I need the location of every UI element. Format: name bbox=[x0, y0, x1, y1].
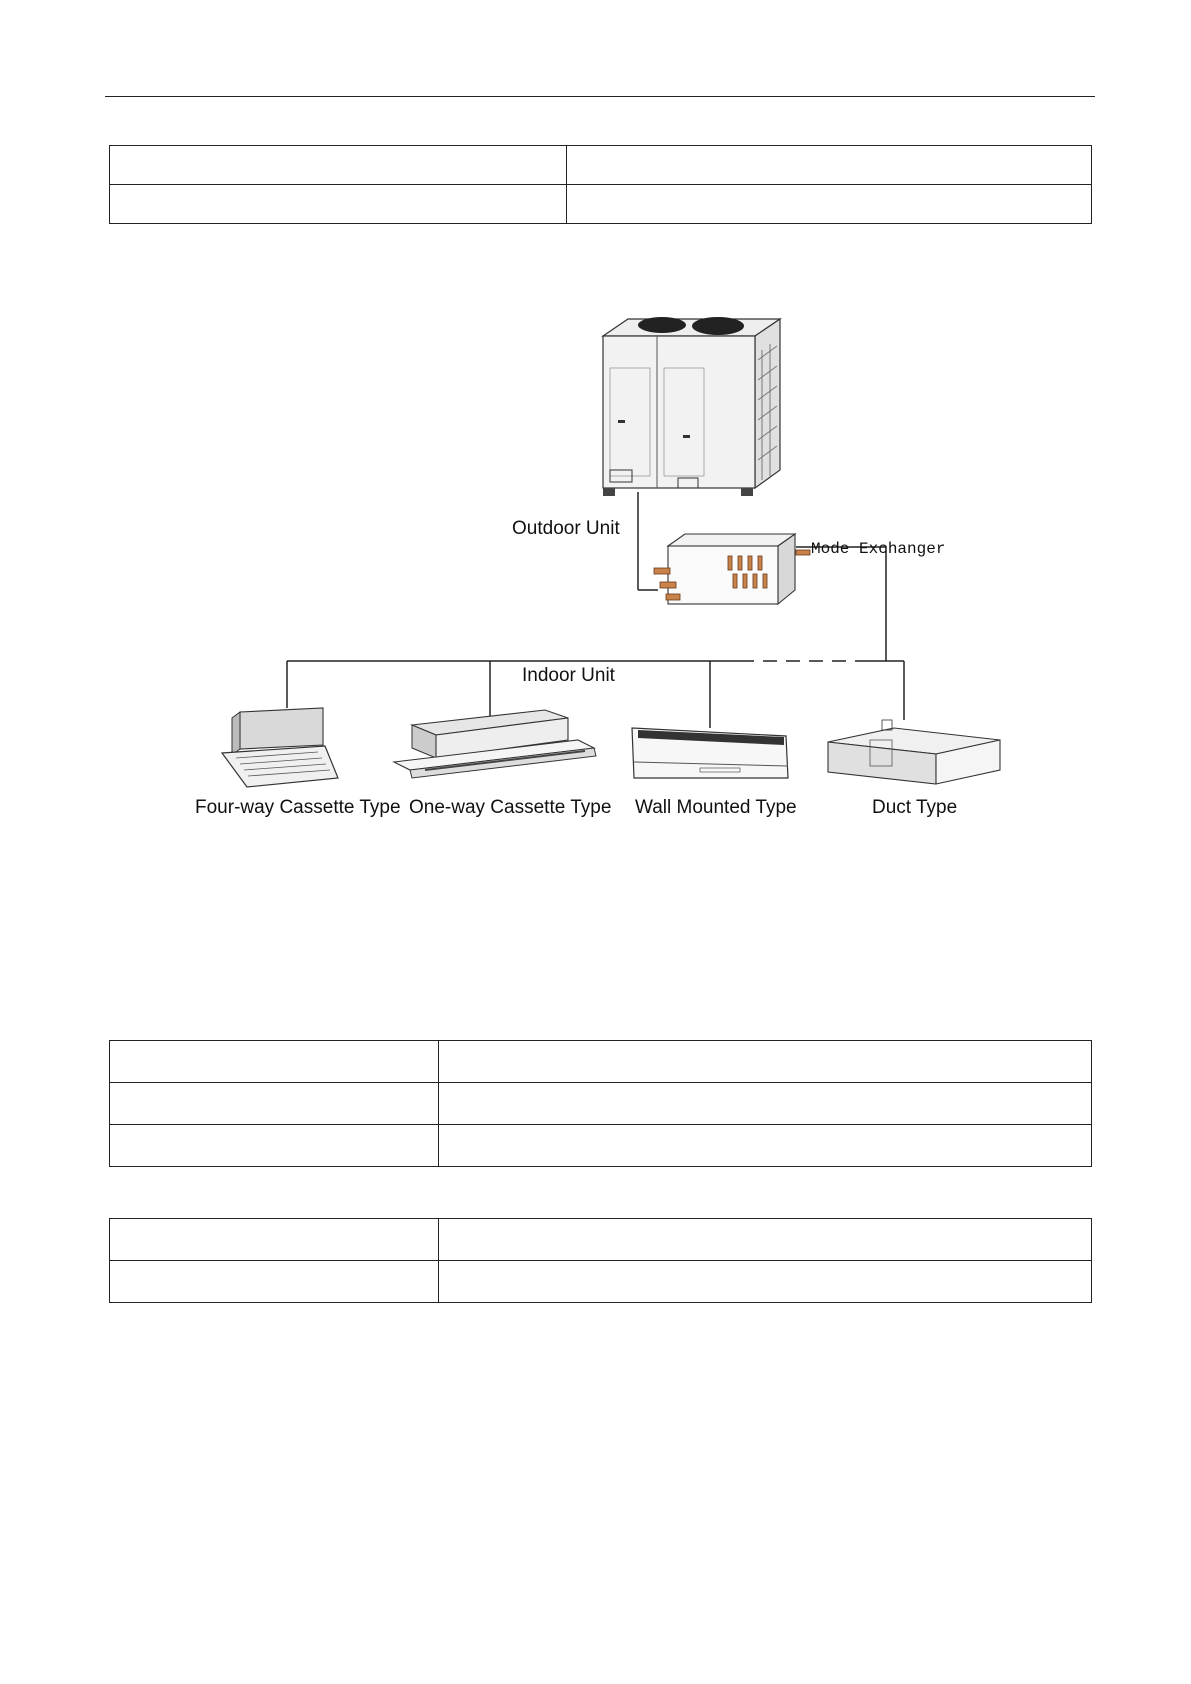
table-cell bbox=[439, 1219, 1092, 1261]
one-way-cassette-icon bbox=[394, 710, 596, 778]
indoor-unit-label: Indoor Unit bbox=[522, 665, 615, 686]
bottom-table bbox=[109, 1218, 1092, 1303]
table-cell bbox=[439, 1125, 1092, 1167]
table-row bbox=[110, 1083, 1092, 1125]
table-cell bbox=[110, 146, 567, 185]
outdoor-unit-label: Outdoor Unit bbox=[512, 518, 620, 539]
table-row bbox=[110, 185, 1092, 224]
header-rule bbox=[105, 96, 1095, 97]
table-cell bbox=[439, 1261, 1092, 1303]
four-way-cassette-icon bbox=[222, 708, 338, 787]
indoor-type-label: Duct Type bbox=[872, 797, 958, 818]
table-cell bbox=[567, 146, 1092, 185]
table-row bbox=[110, 1041, 1092, 1083]
indoor-type-label: Wall Mounted Type bbox=[635, 797, 797, 818]
table-row bbox=[110, 146, 1092, 185]
table-cell bbox=[110, 185, 567, 224]
table-cell bbox=[110, 1219, 439, 1261]
mode-exchanger-label: Mode Exchanger bbox=[811, 540, 946, 558]
table-cell bbox=[110, 1125, 439, 1167]
table-cell bbox=[110, 1041, 439, 1083]
indoor-type-label: One-way Cassette Type bbox=[409, 797, 612, 818]
indoor-type-label: Four-way Cassette Type bbox=[195, 797, 401, 818]
middle-table bbox=[109, 1040, 1092, 1167]
table-row bbox=[110, 1261, 1092, 1303]
duct-type-icon bbox=[828, 720, 1000, 784]
system-diagram bbox=[0, 300, 1191, 840]
table-cell bbox=[567, 185, 1092, 224]
wall-mounted-icon bbox=[632, 728, 788, 778]
mode-exchanger-icon bbox=[654, 534, 810, 604]
top-table bbox=[109, 145, 1092, 224]
table-cell bbox=[110, 1261, 439, 1303]
outdoor-unit-icon bbox=[603, 317, 780, 496]
table-row bbox=[110, 1125, 1092, 1167]
table-row bbox=[110, 1219, 1092, 1261]
table-cell bbox=[110, 1083, 439, 1125]
table-cell bbox=[439, 1041, 1092, 1083]
table-cell bbox=[439, 1083, 1092, 1125]
